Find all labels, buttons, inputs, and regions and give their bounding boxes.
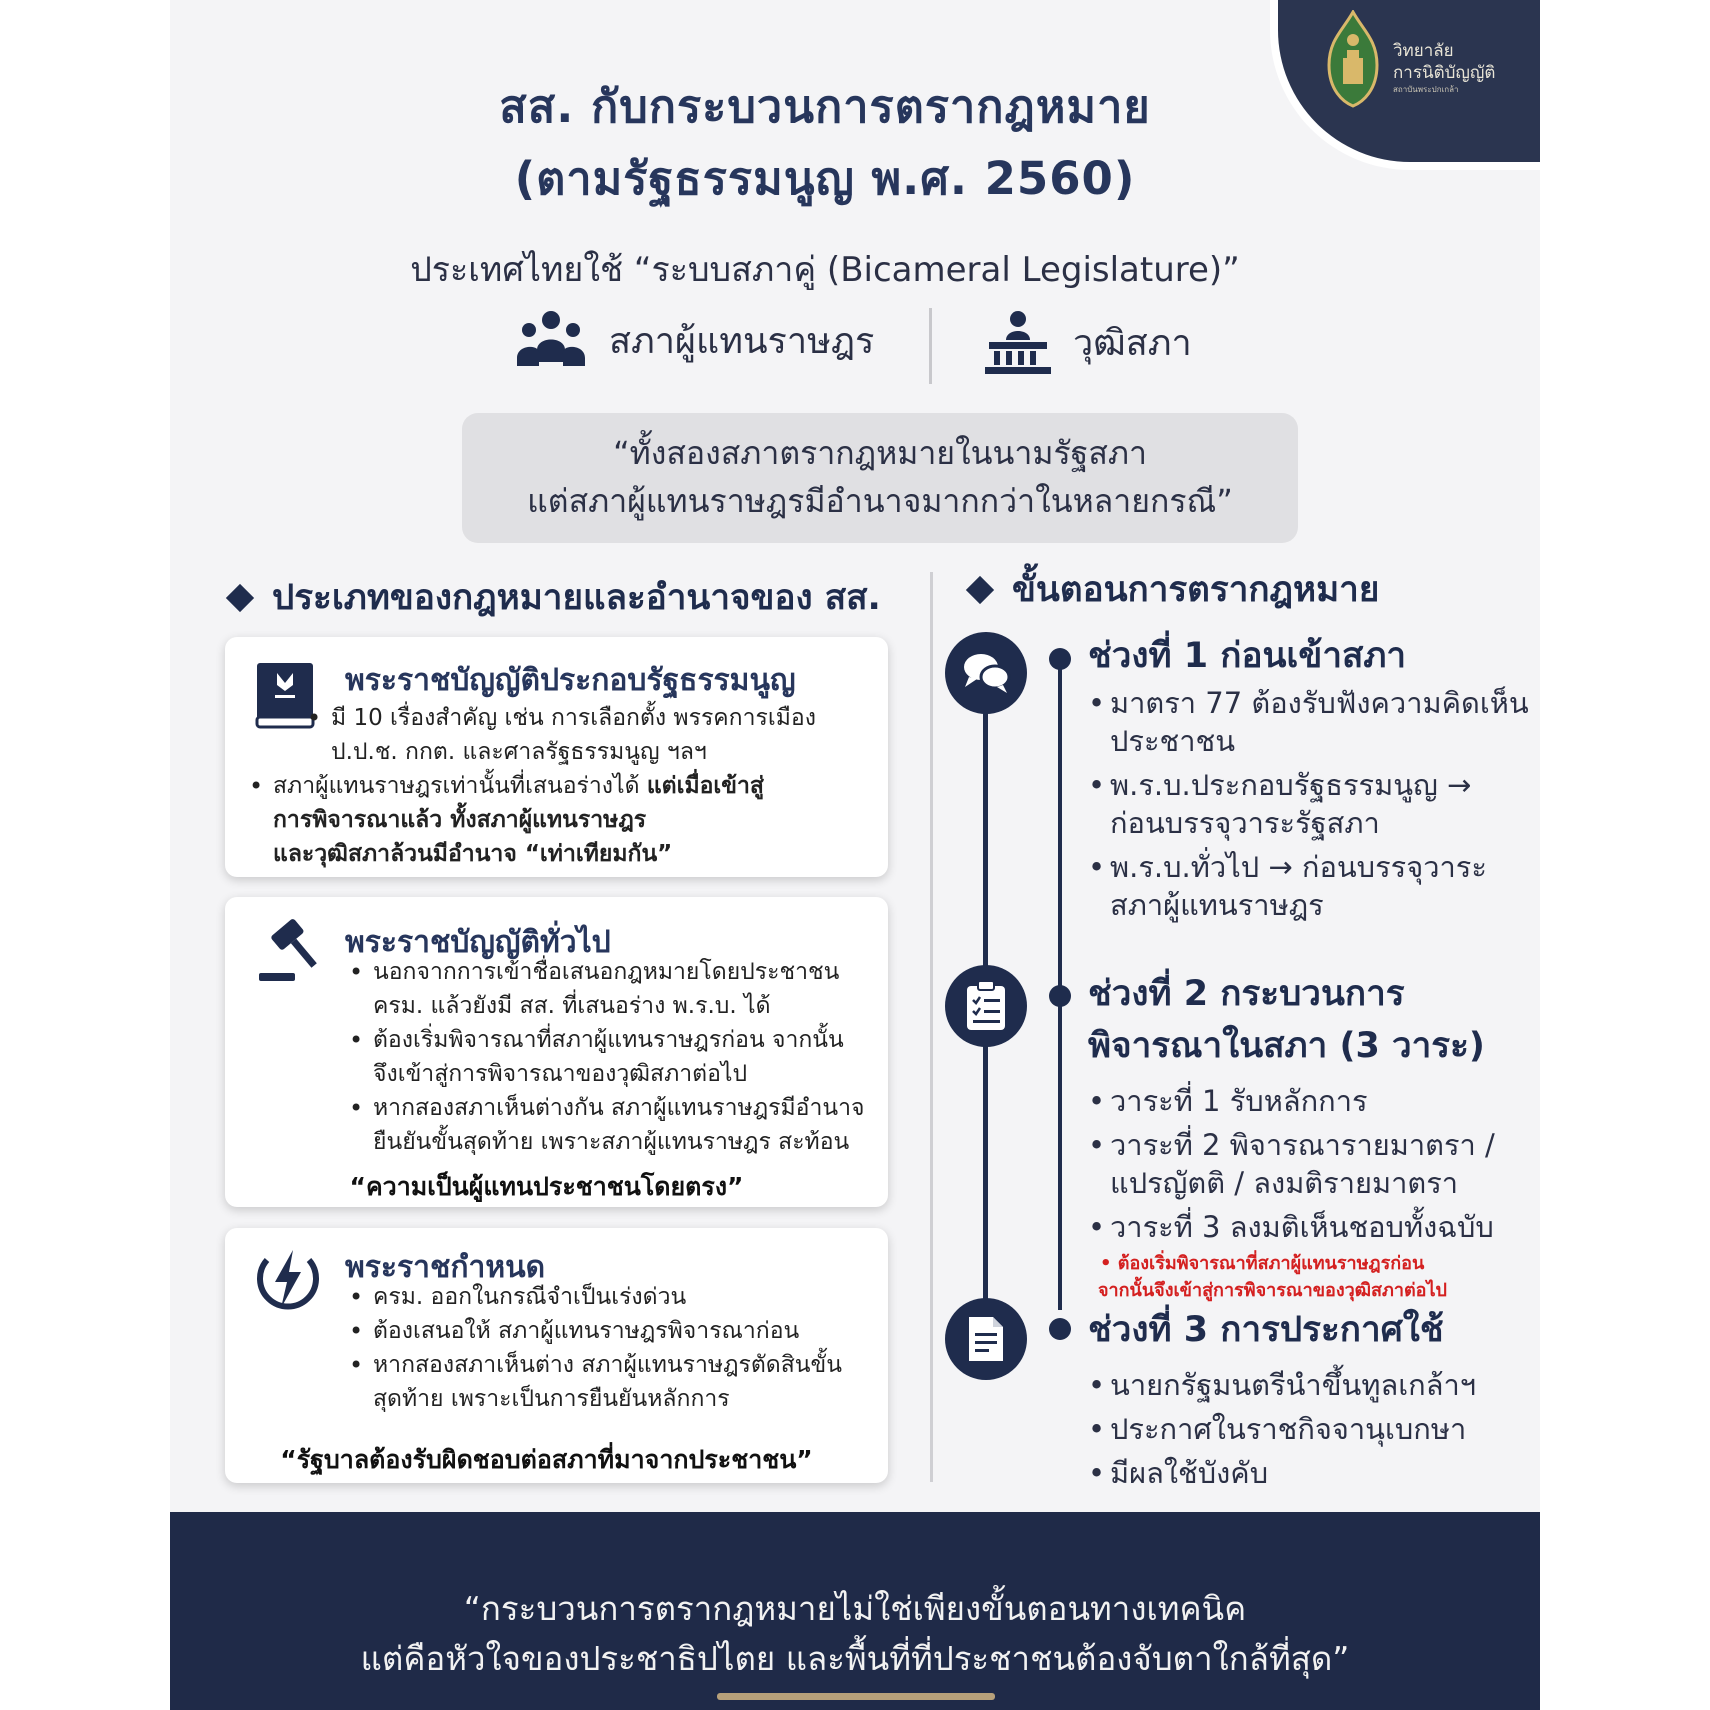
emergency-decree-bullets [345,1280,875,1416]
clipboard-icon [945,965,1027,1047]
list-item: • สภาผู้แทนราษฎรเท่านั้นที่เสนอร่างได้ แต่เมื่อเข้าสู่ การพิจารณาแล้ว ทั้งสภาผู้แทนราษฎร และวุฒิสภาล้วนมีอำนาจ “เท่าเทียมกัน” [245,769,865,871]
document-icon [945,1298,1027,1380]
column-divider [930,572,933,1482]
house-of-representatives [515,310,874,370]
list-item: • หากสองสภาเห็นต่าง สภาผู้แทนราษฎรตัดสินขั้น สุดท้าย เพราะเป็นการยืนยันหลักการ [345,1348,875,1416]
list-item: • นอกจากการเข้าชื่อเสนอกฎหมายโดยประชาชน ครม. แล้วยังมี สส. ที่เสนอร่าง พ.ร.บ. ได้ [345,955,875,1023]
general-act-bullets [345,955,875,1159]
timeline-dot [1049,985,1071,1007]
process-heading: ขั้นตอนการตรากฎหมาย [970,562,1379,617]
phase-2-list [1088,1082,1540,1252]
subtitle: ประเทศไทยใช้ “ระบบสภาคู่ (Bicameral Legislature)” [410,250,1240,290]
page-title-line-1: สส. กับกระบวนการตรากฎหมาย [499,80,1151,133]
organic-act-card [225,637,888,877]
podium-icon [985,310,1051,374]
organic-act-title: พระราชบัญญัติประกอบรัฐธรรมนูญ [345,663,796,698]
list-item: • ประกาศในราชกิจจานุเบกษา [1088,1410,1540,1448]
key-quote-line-2: แต่สภาผู้แทนราษฎรมีอำนาจมากกว่าในหลายกรณี” [527,482,1233,520]
lightning-icon [255,1246,321,1312]
house-divider [929,308,932,384]
senate [985,310,1192,374]
logo-line-3: สถาบันพระปกเกล้า [1393,85,1459,94]
key-quote-box [462,413,1298,543]
footer-line-1: “กระบวนการตรากฎหมายไม่ใช่เพียงขั้นตอนทางเทคนิค [463,1589,1247,1628]
phase-3-list [1088,1366,1540,1498]
list-item: • มี 10 เรื่องสำคัญ เช่น การเลือกตั้ง พรรคการเมือง ป.ป.ช. กกต. และศาลรัฐธรรมนูญ ฯลฯ [303,701,883,769]
list-item: • พ.ร.บ.ทั่วไป → ก่อนบรรจุวาระ สภาผู้แทนราษฎร [1088,848,1540,924]
phase-2-title: ช่วงที่ 2 กระบวนการ พิจารณาในสภา (3 วาระ) [1088,974,1485,1066]
phase-1-list [1088,684,1540,930]
logo-line-2: การนิติบัญญัติ [1393,63,1496,83]
general-act-quote: “ความเป็นผู้แทนประชาชนโดยตรง” [349,1172,744,1201]
emergency-decree-quote: “รัฐบาลต้องรับผิดชอบต่อสภาที่มาจากประชาชน” [280,1445,813,1474]
list-item: • มีผลใช้บังคับ [1088,1454,1540,1492]
phase-3-title: ช่วงที่ 3 การประกาศใช้ [1088,1310,1444,1350]
list-item: • หากสองสภาเห็นต่างกัน สภาผู้แทนราษฎรมีอำนาจ ยืนยันขั้นสุดท้าย เพราะสภาผู้แทนราษฎร สะท้อน [345,1091,875,1159]
list-item: • ครม. ออกในกรณีจำเป็นเร่งด่วน [345,1280,875,1314]
emergency-decree-card [225,1228,888,1483]
senate-label: วุฒิสภา [1073,322,1192,364]
phase-1-title: ช่วงที่ 1 ก่อนเข้าสภา [1088,636,1407,676]
page-title-line-2: (ตามรัฐธรรมนูญ พ.ศ. 2560) [514,152,1136,205]
list-item: • มาตรา 77 ต้องรับฟังความคิดเห็น ประชาชน [1088,684,1540,760]
general-act-card [225,897,888,1207]
speech-bubbles-icon [945,632,1027,714]
infographic-page [170,0,1540,1710]
list-item: • พ.ร.บ.ประกอบรัฐธรรมนูญ → ก่อนบรรจุวาระรัฐสภา [1088,766,1540,842]
diamond-bullet-icon [966,575,994,603]
list-item: • วาระที่ 2 พิจารณารายมาตรา / แปรญัตติ / ลงมติรายมาตรา [1088,1126,1540,1202]
timeline-dot [1049,648,1071,670]
footer-quote [170,1512,1540,1710]
house-of-representatives-label: สภาผู้แทนราษฎร [609,320,875,362]
logo-line-1: วิทยาลัย [1393,41,1454,61]
list-item: • วาระที่ 3 ลงมติเห็นชอบทั้งฉบับ [1088,1208,1540,1246]
people-group-icon [515,310,587,370]
footer-accent-bar [717,1693,995,1700]
diamond-bullet-icon [226,583,254,611]
timeline-dot [1049,1318,1071,1340]
list-item: • นายกรัฐมนตรีนำขึ้นทูลเกล้าฯ [1088,1366,1540,1404]
emergency-decree-title: พระราชกำหนด [345,1250,546,1285]
general-act-title: พระราชบัญญัติทั่วไป [345,925,611,960]
footer-line-2: แต่คือหัวใจของประชาธิปไตย และพื้นที่ที่ประชาชนต้องจับตาใกล้ที่สุด” [360,1639,1350,1678]
key-quote-line-1: “ทั้งสองสภาตรากฎหมายในนามรัฐสภา [613,434,1147,472]
list-item: • ต้องเริ่มพิจารณาที่สภาผู้แทนราษฎรก่อน จากนั้น จึงเข้าสู่การพิจารณาของวุฒิสภาต่อไป [345,1023,875,1091]
list-item: • ต้องเสนอให้ สภาผู้แทนราษฎรพิจารณาก่อน [345,1314,875,1348]
phase-2-note: • ต้องเริ่มพิจารณาที่สภาผู้แทนราษฎรก่อน จากนั้นจึงเข้าสู่การพิจารณาของวุฒิสภาต่อไป [1098,1253,1447,1301]
gavel-icon [255,915,327,987]
list-item: • วาระที่ 1 รับหลักการ [1088,1082,1540,1120]
organic-act-bullets-2 [245,769,865,871]
organic-act-bullets [303,701,883,769]
law-types-heading: ประเภทของกฎหมายและอำนาจของ สส. [230,570,881,625]
